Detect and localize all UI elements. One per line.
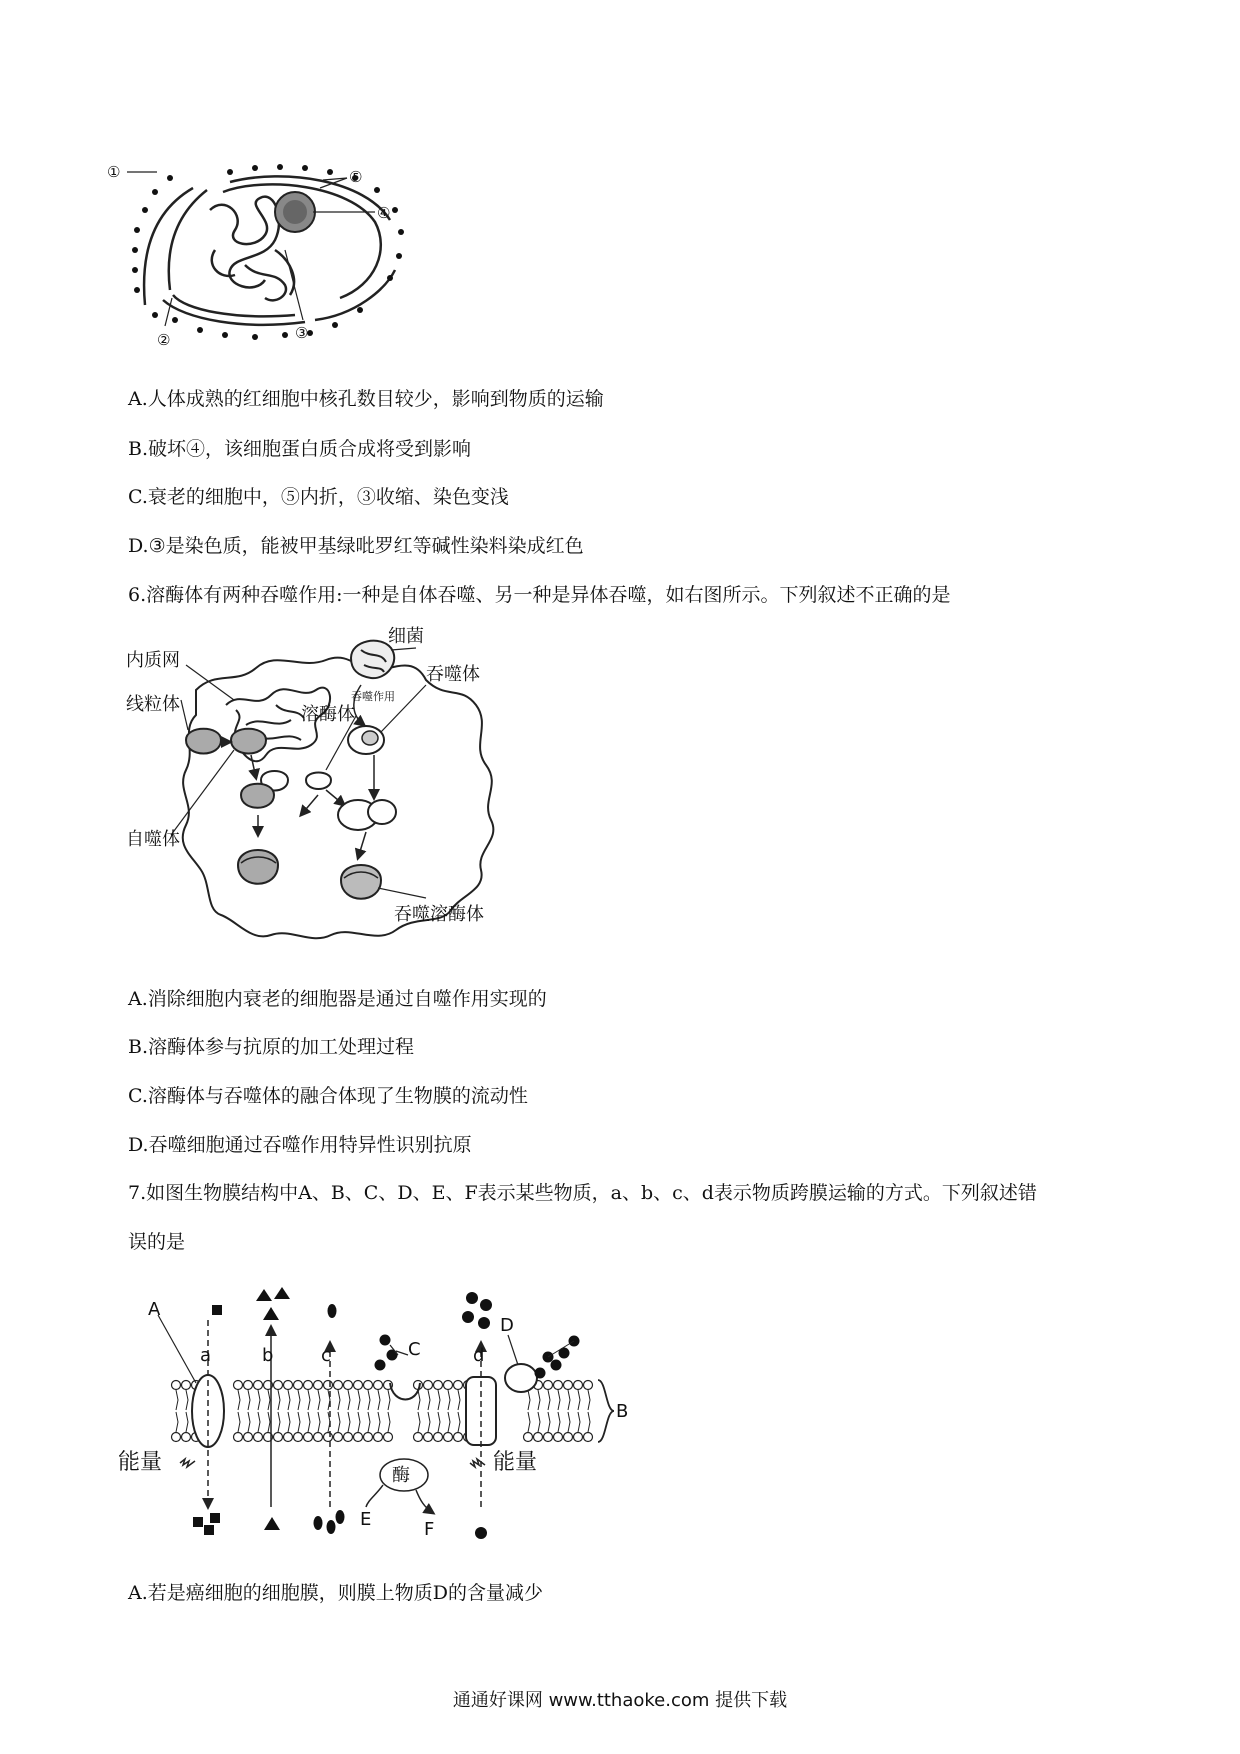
q7-stem-line1: 7.如图生物膜结构中A、B、C、D、E、F表示某些物质，a、b、c、d表示物质跨膜运输的方式。下列叙述错 [128, 1182, 1037, 1204]
label-a: a [200, 1345, 212, 1366]
label-autophagosome: 自噬体 [126, 829, 180, 850]
q5-option-a: A.人体成熟的红细胞中核孔数目较少，影响到物质的运输 [128, 388, 604, 410]
label-er: 内质网 [126, 650, 180, 671]
q6-stem: 6.溶酶体有两种吞噬作用:一种是自体吞噬、另一种是异体吞噬，如右图所示。下列叙述不正确的是 [128, 584, 951, 606]
label-d: d [473, 1345, 485, 1366]
label-C: C [408, 1339, 421, 1360]
membrane-diagram [118, 1285, 648, 1555]
label-phagosome: 吞噬体 [426, 664, 480, 685]
label-phagocytosis: 吞噬作用 [351, 690, 395, 703]
label-mitochondria: 线粒体 [126, 694, 180, 715]
label-phagolysosome: 吞噬溶酶体 [394, 904, 484, 925]
label-2: ② [157, 331, 171, 349]
label-lysosome: 溶酶体 [301, 704, 355, 725]
label-E: E [360, 1509, 372, 1530]
q5-option-b: B.破坏④，该细胞蛋白质合成将受到影响 [128, 438, 472, 460]
label-c: c [321, 1345, 331, 1366]
q6-option-c: C.溶酶体与吞噬体的融合体现了生物膜的流动性 [128, 1085, 528, 1107]
q5-option-c: C.衰老的细胞中，⑤内折，③收缩、染色变浅 [128, 486, 509, 508]
q7-stem-line2: 误的是 [128, 1231, 186, 1253]
label-energy-right: 能量 [493, 1450, 538, 1475]
lysosome-diagram [126, 626, 556, 965]
label-bacteria: 细菌 [388, 626, 424, 647]
label-energy-left: 能量 [118, 1450, 163, 1475]
page-footer: 通通好课网 www.tthaoke.com 提供下载 [452, 1690, 788, 1711]
q7-option-a: A.若是癌细胞的细胞膜，则膜上物质D的含量减少 [128, 1582, 543, 1604]
label-b: b [262, 1345, 274, 1366]
label-enzyme: 酶 [392, 1465, 410, 1486]
label-A: A [148, 1299, 161, 1320]
q6-option-d: D.吞噬细胞通过吞噬作用特异性识别抗原 [128, 1134, 472, 1156]
q6-option-a: A.消除细胞内衰老的细胞器是通过自噬作用实现的 [128, 988, 547, 1010]
label-3: ③ [295, 324, 309, 342]
label-F: F [424, 1519, 435, 1540]
q5-option-d: D.③是染色质，能被甲基绿吡罗红等碱性染料染成红色 [128, 535, 584, 557]
label-1: ① [107, 163, 121, 181]
label-B: B [616, 1401, 629, 1422]
q6-option-b: B.溶酶体参与抗原的加工处理过程 [128, 1036, 415, 1058]
label-4: ④ [377, 204, 391, 222]
label-D: D [500, 1315, 514, 1336]
label-5: ⑤ [349, 168, 363, 186]
nucleus-diagram [107, 163, 435, 355]
